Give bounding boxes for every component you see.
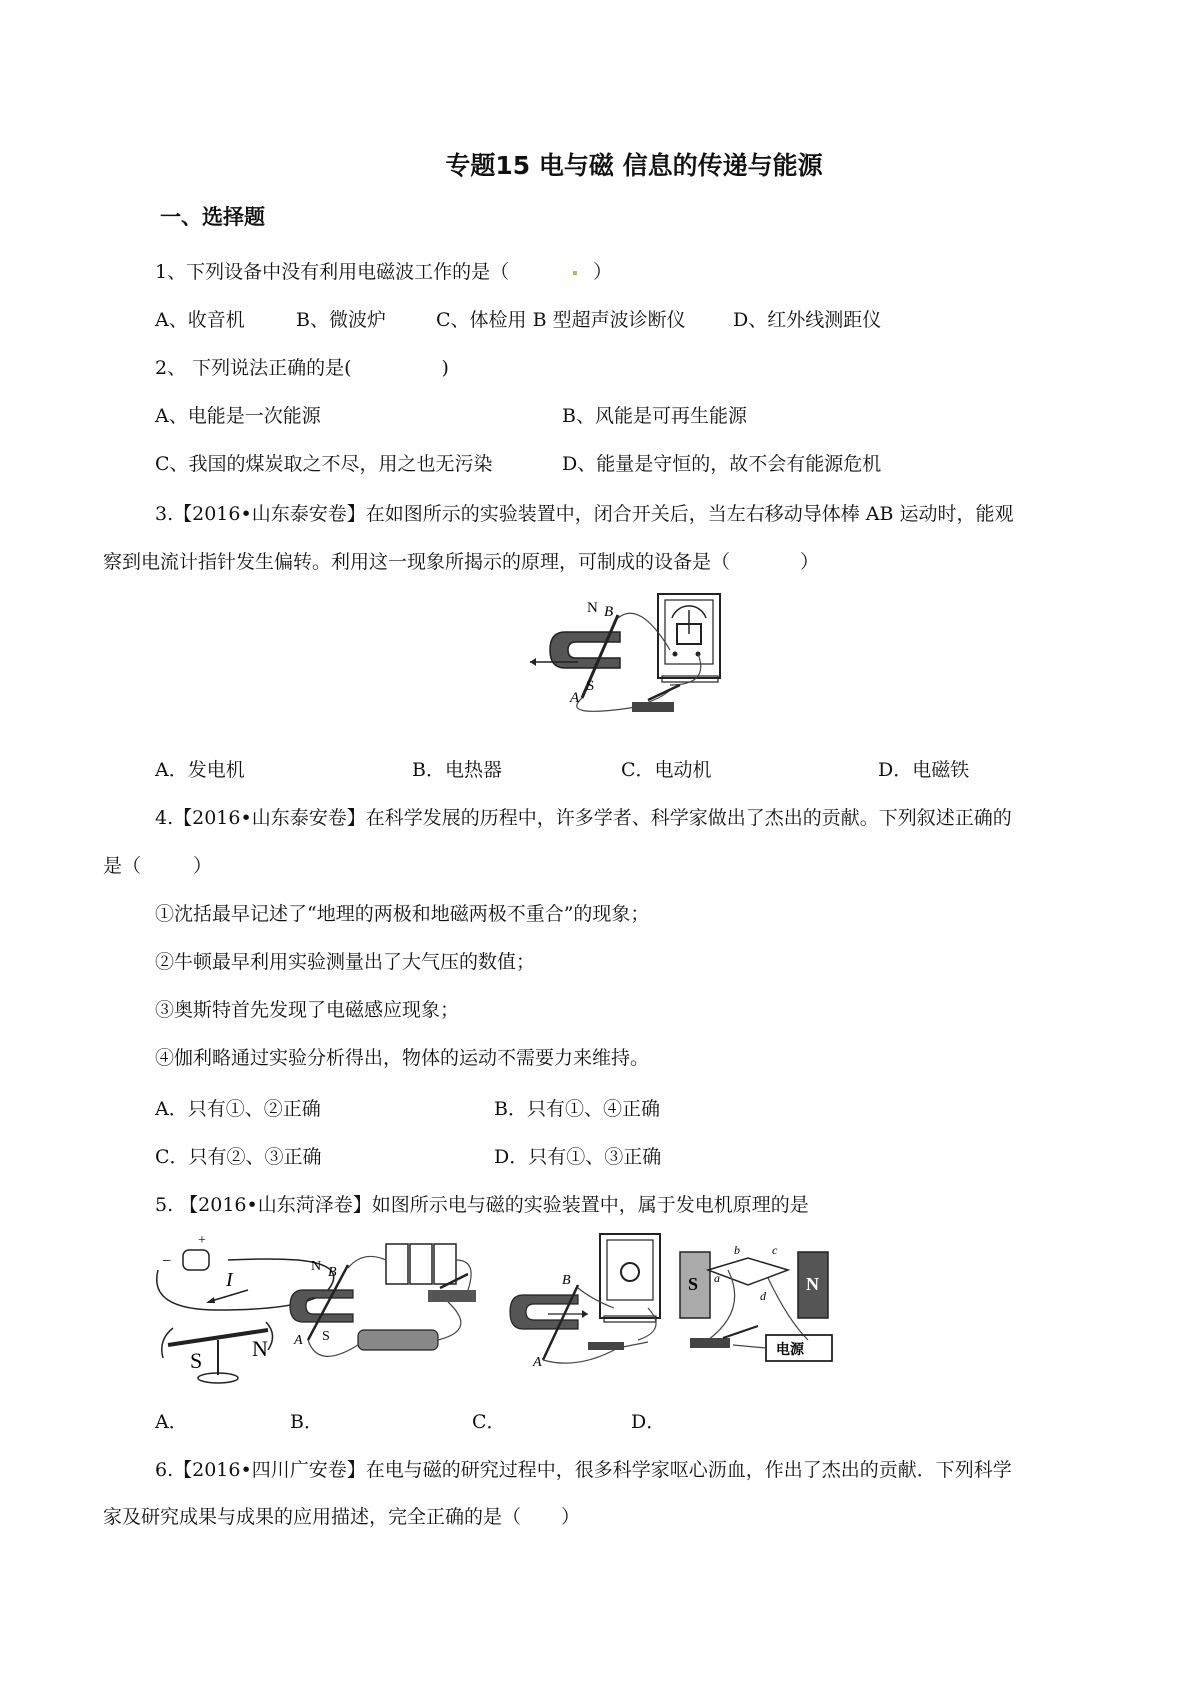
q4-stem-line2 (103, 853, 212, 879)
q5-option-a: A． (155, 1411, 188, 1433)
q5-fig-a-n: N (252, 1336, 268, 1361)
q4-option-a: A．只有①、②正确 (155, 1098, 321, 1120)
q3-option-c: C．电动机 (621, 759, 712, 781)
q5-fig-d-source: 电源 (776, 1343, 804, 1358)
q4-close: ） (193, 855, 213, 877)
q3-fig-label-b: B (604, 604, 614, 620)
q2-option-d: D、能量是守恒的，故不会有能源危机 (562, 453, 882, 475)
q1-close: ） (593, 261, 613, 283)
stray-mark (573, 271, 577, 275)
q5-figure-b-motor (290, 1244, 476, 1356)
q3-option-b: B．电热器 (412, 759, 502, 781)
q5-fig-b-b: B (328, 1265, 337, 1280)
q5-fig-a-minus: − (162, 1253, 172, 1270)
q5-fig-d-s: S (688, 1274, 699, 1294)
q2-close: ) (441, 357, 449, 379)
q5-fig-d-b: b (734, 1243, 740, 1257)
q3-option-a: A．发电机 (155, 759, 245, 781)
page-title: 专题15 电与磁 信息的传递与能源 (445, 151, 823, 180)
q3-figure-induction-apparatus (520, 590, 730, 720)
q1-option-a: A、收音机 (155, 309, 245, 331)
q5-fig-a-s: S (190, 1348, 203, 1373)
q3-stem-line2 (103, 549, 819, 575)
q3-option-d: D．电磁铁 (878, 759, 970, 781)
q6-close: ） (561, 1506, 581, 1528)
q5-figure-a-oersted (157, 1233, 334, 1383)
q5-fig-b-s: S (322, 1329, 330, 1344)
q4-option-d: D．只有①、③正确 (494, 1146, 662, 1168)
q4-option-b: B．只有①、④正确 (494, 1098, 660, 1120)
question-2 (155, 355, 449, 381)
q3-fig-label-s: S (586, 678, 595, 694)
q3-fig-label-n: N (587, 600, 598, 616)
q6-stem-line2 (103, 1504, 580, 1530)
q5-figures (148, 1230, 868, 1390)
q1-stem: 1、下列设备中没有利用电磁波工作的是（ (155, 261, 510, 283)
q5-fig-d-a: a (714, 1271, 720, 1285)
q4-statement-3: ③奥斯特首先发现了电磁感应现象； (155, 999, 460, 1021)
q5-fig-c-b: B (562, 1273, 571, 1288)
q1-option-c: C、体检用 B 型超声波诊断仪 (436, 309, 686, 331)
q3-stem-text: 察到电流计指针发生偏转。利用这一现象所揭示的原理，可制成的设备是（ (103, 551, 731, 573)
q5-fig-d-d: d (760, 1289, 766, 1303)
q4-statement-4: ④伽利略通过实验分析得出，物体的运动不需要力来维持。 (155, 1047, 650, 1069)
q5-fig-b-a: A (294, 1333, 303, 1348)
q3-stem-line1: 3.【2016•山东泰安卷】在如图所示的实验装置中，闭合开关后，当左右移动导体棒 AB 运动时，能观 (155, 503, 1014, 525)
q4-statement-1: ①沈括最早记述了“地理的两极和地磁两极不重合”的现象； (155, 903, 650, 925)
q3-close: ） (800, 551, 820, 573)
question-1 (155, 259, 612, 285)
q5-fig-d-n: N (806, 1274, 819, 1294)
q2-option-a: A、电能是一次能源 (155, 405, 321, 427)
q4-stem-text: 是（ (103, 855, 142, 877)
q3-fig-label-a: A (570, 690, 580, 706)
q5-stem: 5. 【2016•山东菏泽卷】如图所示电与磁的实验装置中，属于发电机原理的是 (155, 1194, 809, 1216)
q5-fig-a-current: I (226, 1269, 233, 1291)
section-heading: 一、选择题 (160, 205, 265, 229)
q5-option-b: B． (290, 1411, 323, 1433)
q2-option-b: B、风能是可再生能源 (562, 405, 747, 427)
q6-stem-line1: 6.【2016•四川广安卷】在电与磁的研究过程中，很多科学家呕心沥血，作出了杰出的贡献．下列科学 (155, 1459, 1012, 1481)
q1-option-b: B、微波炉 (296, 309, 386, 331)
q1-option-d: D、红外线测距仪 (733, 309, 882, 331)
q2-stem: 2、 下列说法正确的是( (155, 357, 352, 379)
q5-fig-b-n: N (311, 1259, 322, 1274)
q5-figure-d-motor-frame (680, 1243, 832, 1361)
q6-stem-text: 家及研究成果与成果的应用描述，完全正确的是（ (103, 1506, 522, 1528)
q2-option-c: C、我国的煤炭取之不尽，用之也无污染 (155, 453, 493, 475)
q5-fig-a-plus: + (198, 1233, 206, 1248)
q4-statement-2: ②牛顿最早利用实验测量出了大气压的数值； (155, 951, 536, 973)
q5-fig-c-a: A (533, 1355, 542, 1370)
q5-option-d: D． (631, 1411, 666, 1433)
q4-option-c: C．只有②、③正确 (155, 1146, 322, 1168)
q4-stem-line1: 4.【2016•山东泰安卷】在科学发展的历程中，许多学者、科学家做出了杰出的贡献。下列叙述正确的 (155, 807, 1012, 829)
q5-figure-c-generator (510, 1234, 660, 1370)
q5-option-c: C． (472, 1411, 506, 1433)
q5-fig-d-c: c (772, 1243, 778, 1257)
